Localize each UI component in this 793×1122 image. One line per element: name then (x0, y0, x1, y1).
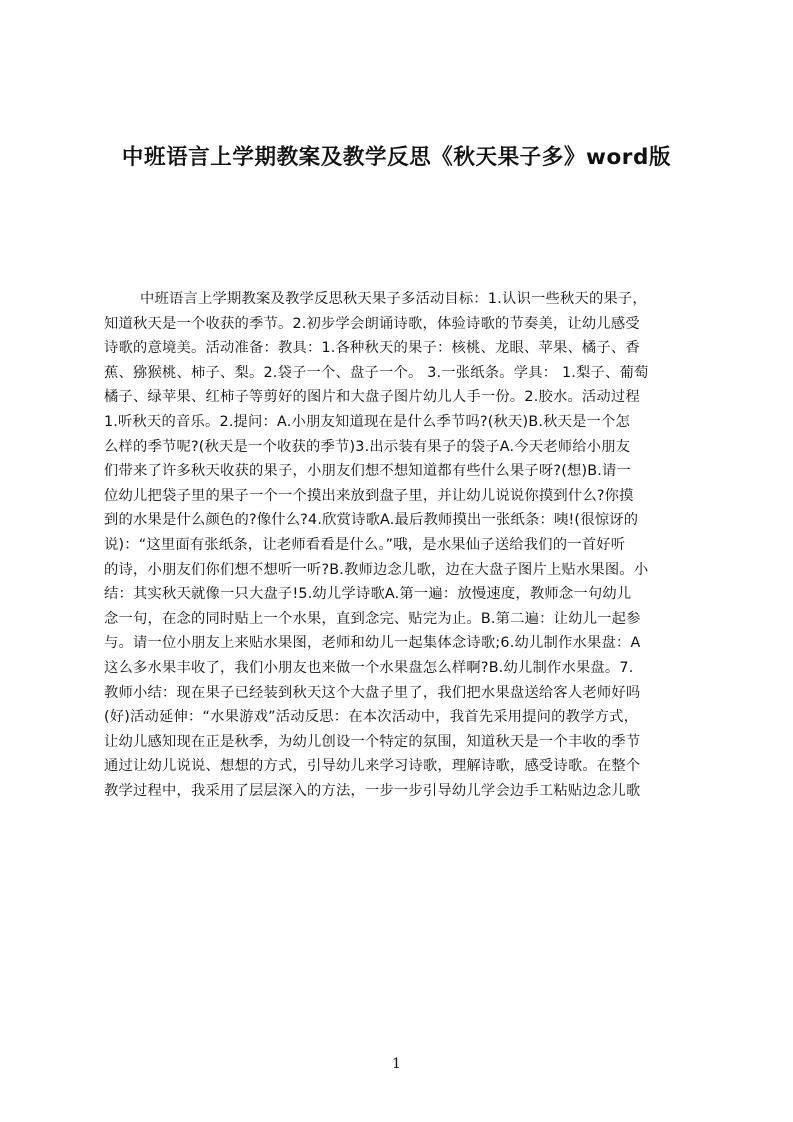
body-line: 通过让幼儿说说、想想的方式，引导幼儿来学习诗歌，理解诗歌，感受诗歌。在整个 (104, 758, 641, 775)
body-line: 说)：“这里面有张纸条，让老师看看是什么。”哦，是水果仙子送给我们的一首好听 (104, 536, 626, 553)
body-line: 知道秋天是一个收获的季节。2.初步学会朗诵诗歌，体验诗歌的节奏美，让幼儿感受 (104, 315, 640, 332)
body-line: 1.听秋天的音乐。2.提问：A.小朋友知道现在是什么季节吗?(秋天)B.秋天是一个怎 (104, 413, 631, 430)
body-line: 蕉、猕猴桃、柿子、梨。2.袋子一个、盘子一个。 3.一张纸条。学具： 1.梨子、葡萄 (104, 364, 649, 381)
document-title: 中班语言上学期教案及教学反思《秋天果子多》word版 (121, 145, 672, 170)
page-number: 1 (392, 1056, 401, 1072)
body-line: 么样的季节呢?(秋天是一个收获的季节)3.出示装有果子的袋子A.今天老师给小朋友 (104, 438, 631, 455)
document-body (104, 287, 700, 803)
body-line: 诗歌的意境美。活动准备：教具：1.各种秋天的果子：核桃、龙眼、苹果、橘子、香 (104, 340, 640, 357)
body-line: 念一句，在念的同时贴上一个水果，直到念完、贴完为止。B.第二遍：让幼儿一起参 (104, 610, 641, 627)
body-line: 橘子、绿苹果、红柿子等剪好的图片和大盘子图片幼儿人手一份。2.胶水。活动过程 (104, 389, 640, 406)
body-line: 位幼儿把袋子里的果子一个一个摸出来放到盘子里，并让幼儿说说你摸到什么?你摸 (104, 487, 634, 504)
body-line: 中班语言上学期教案及教学反思秋天果子多活动目标：1.认识一些秋天的果子， (140, 291, 647, 307)
body-line: 与。请一位小朋友上来贴水果图，老师和幼儿一起集体念诗歌;6.幼儿制作水果盘：A (104, 635, 641, 652)
body-line: 到的水果是什么颜色的?像什么?4.欣赏诗歌A.最后教师摸出一张纸条：咦!(很惊讶的 (104, 512, 639, 529)
body-line: 这么多水果丰收了，我们小朋友也来做一个水果盘怎么样啊?B.幼儿制作水果盘。7. (104, 659, 634, 676)
body-line: (好)活动延伸：“水果游戏”活动反思：在本次活动中，我首先采用提问的教学方式， (104, 709, 639, 726)
body-line: 教学过程中，我采用了层层深入的方法，一步一步引导幼儿学会边手工粘贴边念儿歌 (104, 782, 641, 799)
body-line: 让幼儿感知现在正是秋季，为幼儿创设一个特定的氛围，知道秋天是一个丰收的季节 (104, 733, 641, 750)
body-line: 教师小结：现在果子已经装到秋天这个大盘子里了，我们把水果盘送给客人老师好吗 (104, 684, 641, 701)
body-line: 结：其实秋天就像一只大盘子!5.幼儿学诗歌A.第一遍：放慢速度，教师念一句幼儿 (104, 586, 632, 603)
body-line: 们带来了许多秋天收获的果子，小朋友们想不想知道都有些什么果子呀?(想)B.请一 (104, 463, 631, 480)
body-line: 的诗，小朋友们你们想不想听一听?B.教师边念儿歌，边在大盘子图片上贴水果图。小 (104, 561, 649, 578)
